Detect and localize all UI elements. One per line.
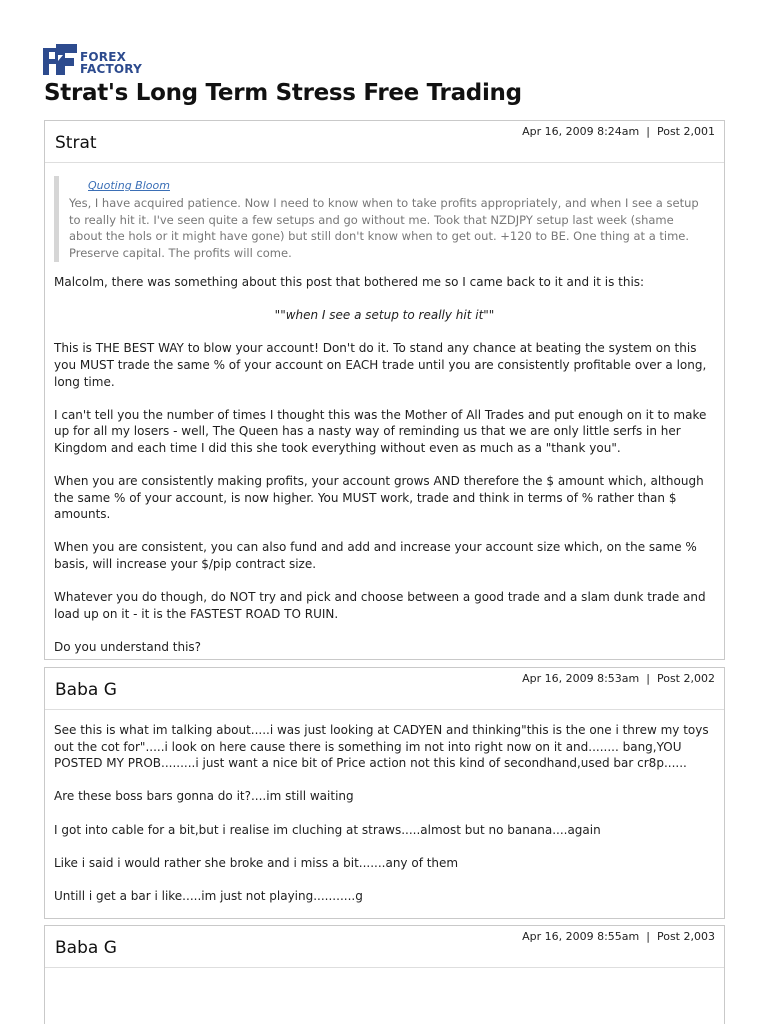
post-paragraph: Like i said i would rather she broke and i miss a bit.......any of them [54, 855, 459, 870]
post-number[interactable]: Post 2,001 [656, 125, 715, 138]
post-paragraph: Do you understand this? [54, 640, 202, 655]
post-body [45, 176, 724, 656]
post-2001 [44, 120, 725, 660]
page-title: Strat's Long Term Stress Free Trading [44, 80, 522, 106]
post-2002 [44, 667, 725, 919]
post-date: Apr 16, 2009 8:53am [522, 672, 640, 685]
post-meta [522, 125, 715, 138]
quote-author-link[interactable]: Quoting Bloom [88, 179, 170, 192]
post-paragraph: Whatever you do though, do NOT try and pick and choose between a good trade and a slam dunk trade and load up on it - it is the FASTEST ROAD TO RUIN. [54, 590, 706, 621]
logo-wordmark [80, 51, 142, 75]
meta-separator: | [646, 125, 650, 138]
post-paragraph: I can't tell you the number of times I thought this was the Mother of All Trades and put enough on it to make up for all my losers - well, The Queen has a nasty way of reminding us that we are only little serfs in her Kingdom and each time I did this she took everything without even as much as a "thank you". [54, 407, 707, 455]
quote-text: Yes, I have acquired patience. Now I need to know when to take profits appropriately, and when I see a setup to really hit it. I've seen quite a few setups and go without me. Took that NZDJPY setup last week (shame about the hols or it might have gone) but still don't know when to get out. +120 to BE. One thing at a time. Preserve capital. The profits will come. [69, 195, 699, 261]
post-meta [522, 672, 715, 685]
post-author[interactable]: Baba G [55, 938, 117, 958]
highlighted-quote: ""when I see a setup to really hit it"" [274, 308, 495, 323]
post-number[interactable]: Post 2,003 [656, 930, 715, 943]
post-paragraph: When you are consistent, you can also fund and add and increase your account size which, on the same % basis, will increase your $/pip contract size. [54, 540, 697, 572]
meta-separator: | [646, 672, 650, 685]
post-header [45, 121, 724, 163]
post-header [45, 668, 724, 710]
post-paragraph: I got into cable for a bit,but i realise im cluching at straws.....almost but no banana....again [54, 822, 601, 837]
post-paragraph: This is THE BEST WAY to blow your account! Don't do it. To stand any chance at beating the system on this you MUST trade the same % of your account on EACH trade until you are consistently profitable over a long, long time. [54, 341, 707, 389]
post-header [45, 926, 724, 968]
quote-block [54, 176, 715, 262]
post-number[interactable]: Post 2,002 [656, 672, 715, 685]
forex-factory-logo-icon [43, 44, 77, 75]
post-author[interactable]: Baba G [55, 680, 117, 700]
post-meta [522, 930, 715, 943]
post-paragraph: Malcolm, there was something about this post that bothered me so I came back to it and it is this: [54, 274, 645, 289]
post-paragraph: Untill i get a bar i like.....im just not playing...........g [54, 888, 363, 903]
meta-separator: | [646, 930, 650, 943]
logo-line-1: FOREX [80, 50, 127, 64]
post-paragraph: When you are consistently making profits, your account grows AND therefore the $ amount which, although the same % of your account, is now higher. You MUST work, trade and think in terms of % rather than $ amounts. [54, 474, 704, 522]
post-paragraph: Are these boss bars gonna do it?....im still waiting [54, 789, 354, 804]
post-date: Apr 16, 2009 8:55am [522, 930, 640, 943]
post-paragraph: See this is what im talking about.....i was just looking at CADYEN and thinking"this is the one i threw my toys out the cot for".....i look on here cause there is something im not into right now on it and........ bang,YOU POSTED MY PROB.........i just want a nice bit of Price action not this kind of secondhand,used bar cr8p...... [54, 723, 709, 771]
post-body [45, 710, 724, 905]
post-author[interactable]: Strat [55, 133, 97, 153]
post-2003 [44, 925, 725, 1024]
logo-line-2: FACTORY [80, 62, 142, 76]
forex-factory-logo[interactable] [43, 44, 142, 75]
post-date: Apr 16, 2009 8:24am [522, 125, 640, 138]
